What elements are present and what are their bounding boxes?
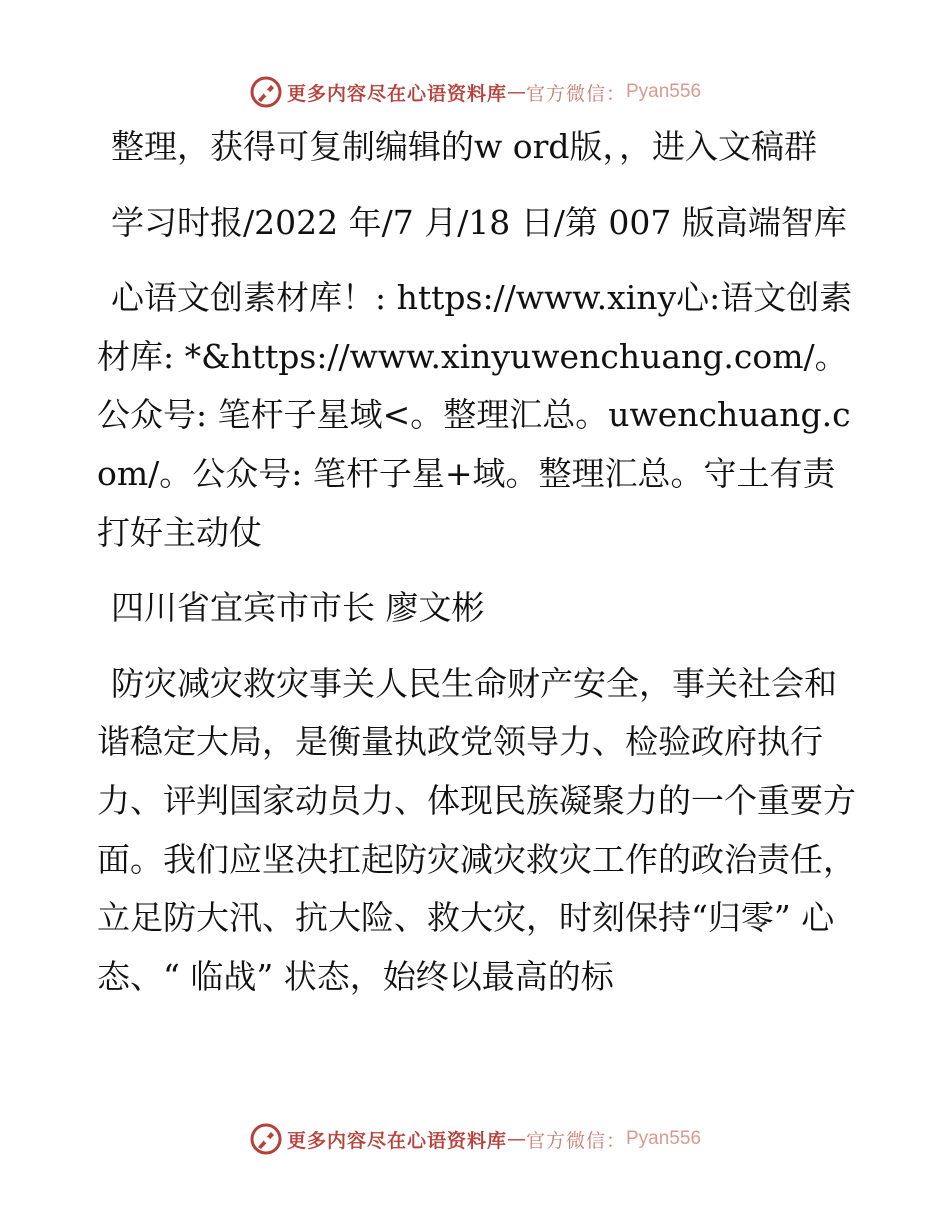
watermark-brand: 更多内容尽在心语资料库	[286, 82, 507, 105]
paragraph-4-author: 四川省宜宾市市长 廖文彬	[111, 588, 485, 628]
watermark-header	[0, 72, 950, 112]
watermark-official: 官方微信：	[525, 1129, 626, 1152]
watermark-official: 官方微信：	[525, 82, 626, 105]
watermark-dash: —	[506, 1128, 526, 1150]
watermark-footer	[0, 1119, 950, 1159]
pen-circle-logo-icon	[249, 1122, 283, 1156]
watermark-dash: —	[506, 81, 526, 103]
watermark-wechat-id: Pyan556	[626, 1128, 702, 1149]
pen-circle-logo-icon	[249, 75, 283, 109]
watermark-brand: 更多内容尽在心语资料库	[286, 1129, 507, 1152]
paragraph-5: 防灾减灾救灾事关人民生命财产安全，事关社会和谐稳定大局，是衡量执政党领导力、检验政府执行力、评判国家动员力、体现民族凝聚力的一个重要方面。我们应坚决扛起防灾减灾救灾工作的政治责任，立足防大汛、抗大险、救大灾，时刻保持“归零” 心态、“ 临战” 状态，始终以最高的标	[97, 663, 856, 996]
paragraph-3: 心语文创素材库！: https://www.xiny心:语文创素材库: *&https://www.xinyuwenchuang.com/。公众号: 笔杆子星域<。整理汇总。uwenchuang.com/。公众号: 笔杆子星+域。整理汇总。守土有责打好主动仗	[97, 278, 853, 552]
watermark-wechat-id: Pyan556	[626, 81, 702, 102]
document-body	[97, 118, 857, 1006]
paragraph-1: 整理，获得可复制编辑的w ord版，，进入文稿群	[111, 127, 818, 166]
paragraph-2: 学习时报/2022 年/7 月/18 日/第 007 版高端智库	[111, 202, 847, 242]
